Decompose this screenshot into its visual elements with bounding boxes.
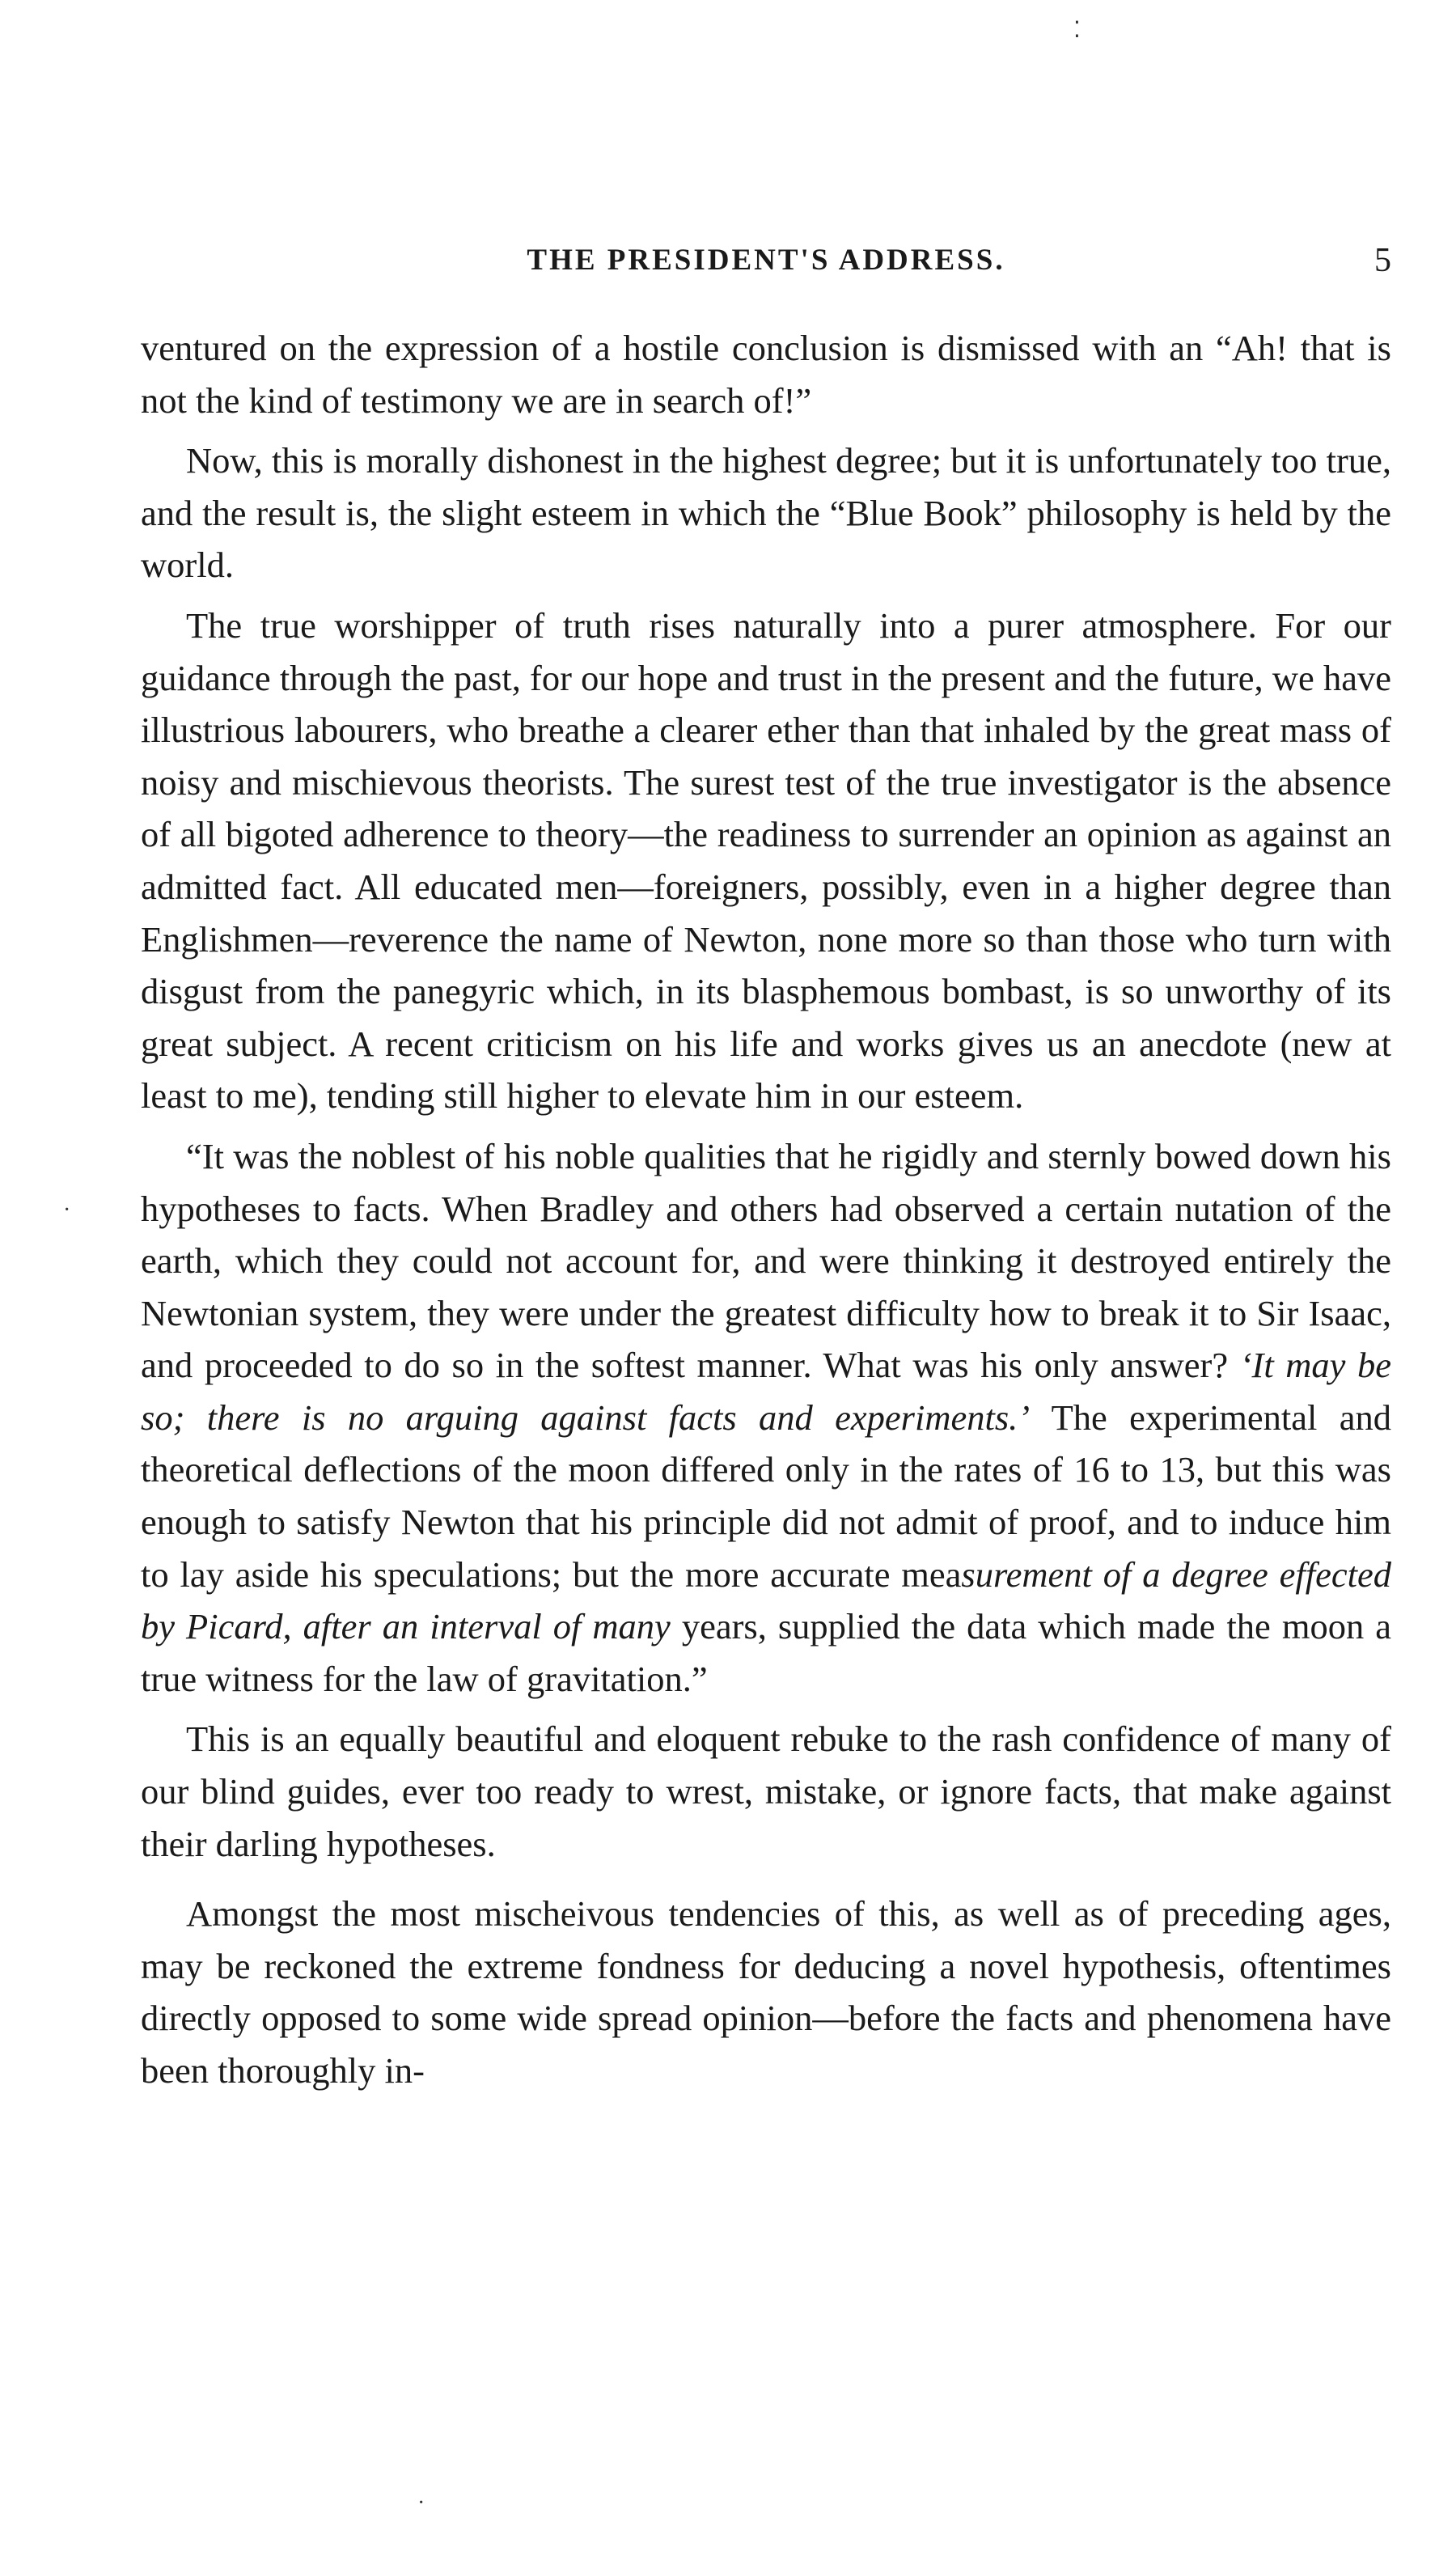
stray-ink-mark-bottom: · <box>417 2490 425 2515</box>
page-number: 5 <box>1374 242 1391 279</box>
picard-phrase-italic: surement of a degree effected by Picard, after an interval of many <box>141 1553 1391 1647</box>
quote-text-before: “It was the noblest of his noble qualities that he rigidly and sternly bowed down his hypotheses to facts. When Bradley and others had observed a certain nutation of the earth, which they could not account for, and were thinking it destroyed entirely the Newtonian system, they were under the greatest difficulty how to break it to Sir Isaac, and proceeded to do so in the softest manner. What was his only answer? <box>141 1135 1391 1386</box>
paragraph-continuation: ventured on the expression of a hostile conclusion is dismissed with an “Ah! that is not the kind of testimony we are in search of!” <box>141 328 1391 421</box>
stray-ink-mark-top: ⁚ <box>1073 18 1081 43</box>
paragraph-rebuke: This is an equally beautiful and eloquent rebuke to the rash confidence of many of our blind guides, ever too ready to wrest, mistake, or ignore facts, that make against their darling hypotheses. <box>141 1719 1391 1864</box>
paragraph-mischievous-tendencies: Amongst the most mischeivous tendencies of this, as well as of preceding ages, may be reckoned the extreme fondness for deducing a novel hypothesis, oftentimes directly opposed to some wide spread opinion—before the facts and phenomena have been thoroughly in- <box>141 1893 1391 2091</box>
paragraph-moral-dishonesty: Now, this is morally dishonest in the highest degree; but it is unfortunately too true, and the result is, the slight esteem in which the “Blue Book” philosophy is held by the world. <box>141 440 1391 586</box>
running-title: THE PRESIDENT'S ADDRESS. <box>527 244 1005 277</box>
paragraph-newton-quote <box>141 1130 1391 1706</box>
body-text <box>141 322 1391 2097</box>
newton-answer-italic: ‘It may be so; there is no arguing against facts and experiments.’ <box>141 1345 1391 1438</box>
quote-text-after: years, supplied the data which made the moon a true witness for the law of gravitation.” <box>141 1606 1391 1699</box>
stray-ink-mark-margin: · <box>63 1197 71 1223</box>
quote-text-middle: The experimental and theoretical deflections of the moon differed only in the rates of 16 to 13, but this was enough to satisfy Newton that his principle did not admit of proof, and to induce him to lay aside his speculations; but the more accurate mea <box>141 1396 1391 1595</box>
paragraph-true-worshipper: The true worshipper of truth rises naturally into a purer atmosphere. For our guidance through the past, for our hope and trust in the present and the future, we have illustrious labourers, who breathe a clearer ether than that inhaled by the great mass of noisy and mischievous theorists. The surest test of the true investigator is the absence of all bigoted adherence to theory—the readiness to surrender an opinion as against an admitted fact. All educated men—foreigners, possibly, even in a higher degree than Englishmen—reverence the name of Newton, none more so than those who turn with disgust from the panegyric which, in its blasphemous bombast, is so unworthy of its great subject. A recent criticism on his life and works gives us an anecdote (new at least to me), tending still higher to elevate him in our esteem. <box>141 604 1391 1117</box>
book-page <box>141 243 1391 2105</box>
running-head <box>141 243 1391 291</box>
